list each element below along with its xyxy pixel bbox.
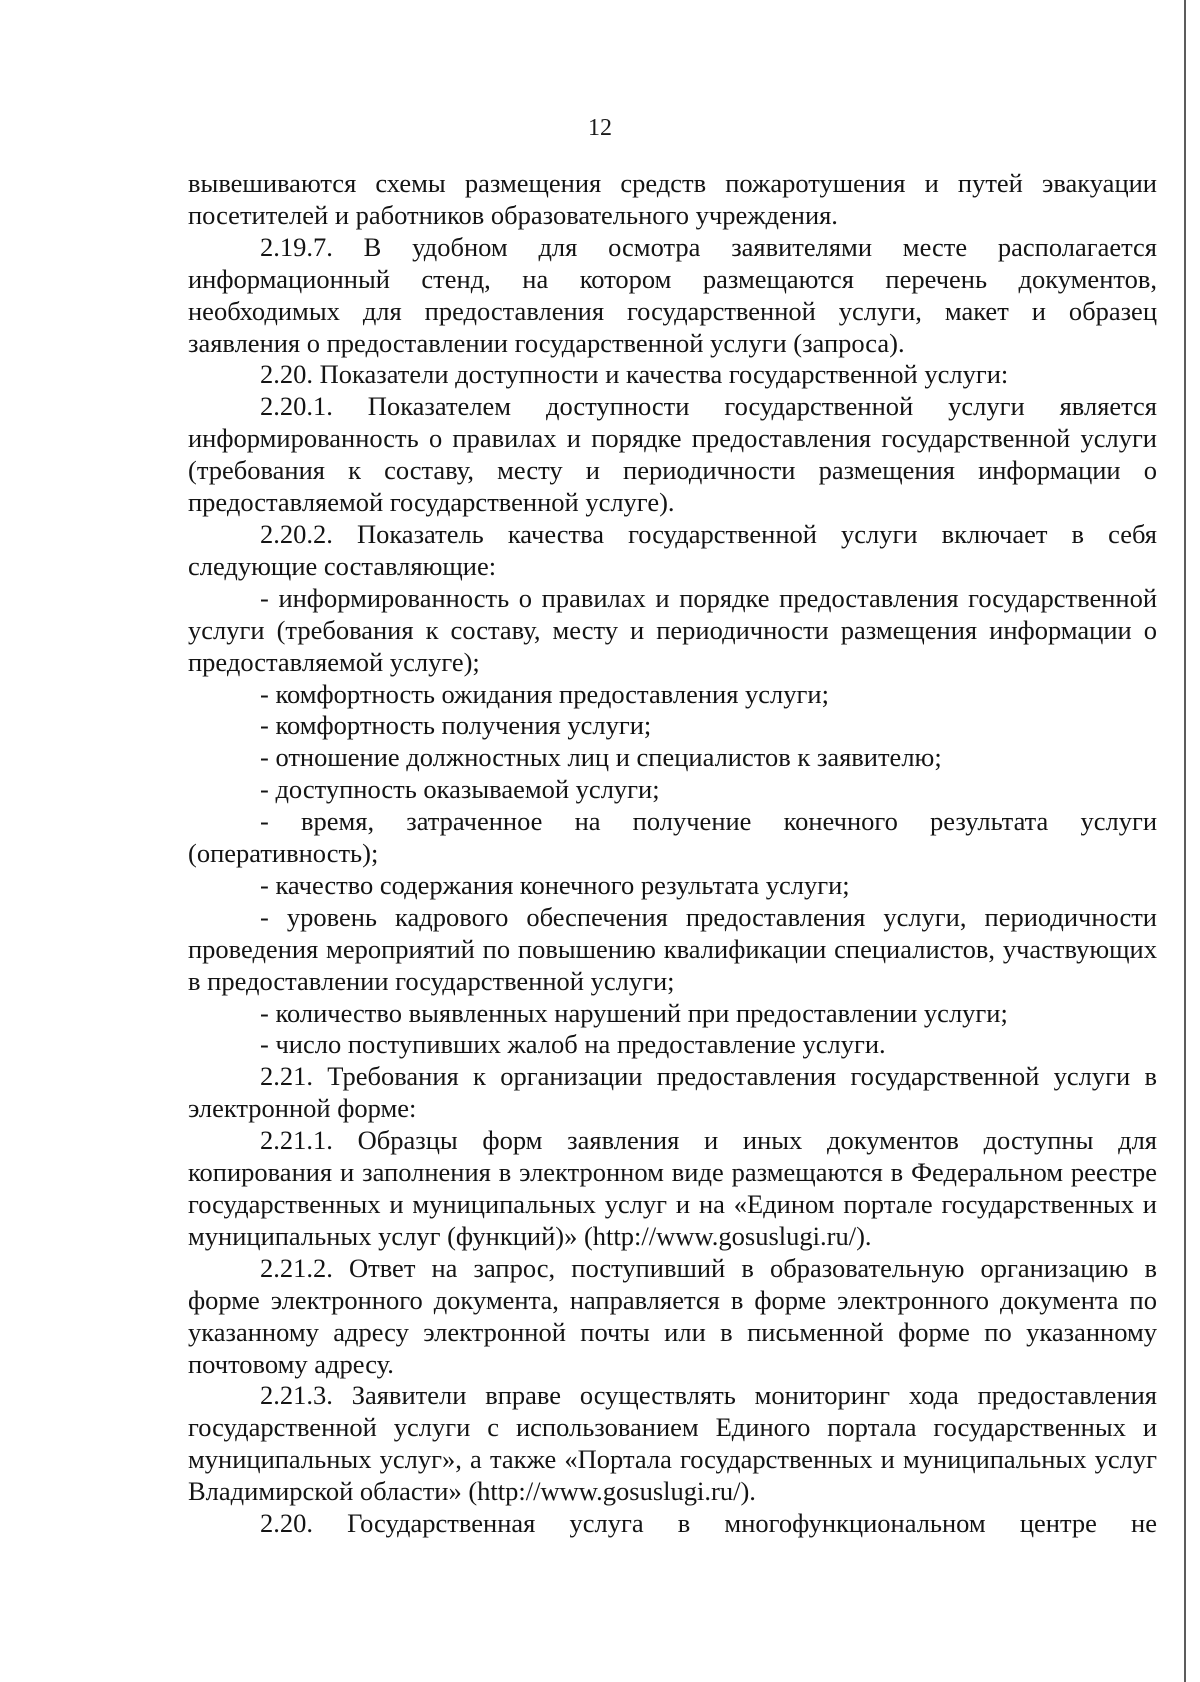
list-item: - доступность оказываемой услуги; [260,774,660,805]
paragraph-2-21: 2.21. Требования к организации предоставления государственной услуги в электронной форме: [188,1061,1157,1124]
list-item: - комфортность ожидания предоставления услуги; [260,678,829,709]
paragraph-2-21-2: 2.21.2. Ответ на запрос, поступивший в образовательную организацию в форме электронного документа, направляется в форме электронного документа по указанному адресу электронной почты или в письменной форме по указанному почтовому адресу. [188,1252,1157,1379]
list-item: - число поступивших жалоб на предоставление услуги. [260,1029,886,1060]
paragraph-2-20-mfc: 2.20. Государственная услуга в многофункциональном центре не [260,1508,1157,1539]
paragraph-2-21-3: 2.21.3. Заявители вправе осуществлять мониторинг хода предоставления государственной услуги с использованием Единого портала государственных и муниципальных услуг», а также «Портала государственных и муниципальных услуг Владимирской области» (http://www.gosuslugi.ru/). [188,1380,1157,1507]
scan-edge-line [1184,0,1186,1682]
list-item: - время, затраченное на получение конечного результата услуги (оперативность); [188,806,1157,869]
paragraph-2-20: 2.20. Показатели доступности и качества государственной услуги: [260,359,1009,390]
list-item: - качество содержания конечного результата услуги; [260,869,850,900]
paragraph-2-21-1: 2.21.1. Образцы форм заявления и иных документов доступны для копирования и заполнения в электронном виде размещаются в Федеральном реестре государственных и муниципальных услуг и на «Едином портале государственных и муниципальных услуг (функций)» (http://www.gosuslugi.ru/). [188,1125,1157,1251]
list-item: - количество выявленных нарушений при предоставлении услуги; [260,997,1008,1028]
list-item: - уровень кадрового обеспечения предоставления услуги, периодичности проведения мероприятий по повышению квалификации специалистов, участвующих в предоставлении государственной услуги; [188,901,1157,996]
paragraph-continuation: вывешиваются схемы размещения средств пожаротушения и путей эвакуации посетителей и работников образовательного учреждения. [188,168,1157,230]
paragraph-2-19-7: 2.19.7. В удобном для осмотра заявителями месте располагается информационный стенд, на котором размещаются перечень документов, необходимых для предоставления государственной услуги, макет и образец заявления о предоставлении государственной услуги (запроса). [188,231,1157,358]
list-item: - информированность о правилах и порядке предоставления государственной услуги (требования к составу, месту и периодичности размещения информации о предоставляемой услуге); [188,582,1157,677]
list-item: - отношение должностных лиц и специалистов к заявителю; [260,742,942,773]
page-number: 12 [588,115,612,141]
paragraph-2-20-1: 2.20.1. Показателем доступности государственной услуги является информированность о правилах и порядке предоставления государственной услуги (требования к составу, месту и периодичности размещения информации о предоставляемой государственной услуге). [188,391,1157,518]
list-item: - комфортность получения услуги; [260,710,652,741]
paragraph-2-20-2: 2.20.2. Показатель качества государственной услуги включает в себя следующие составляющие: [188,518,1157,581]
document-body [188,168,1157,1540]
